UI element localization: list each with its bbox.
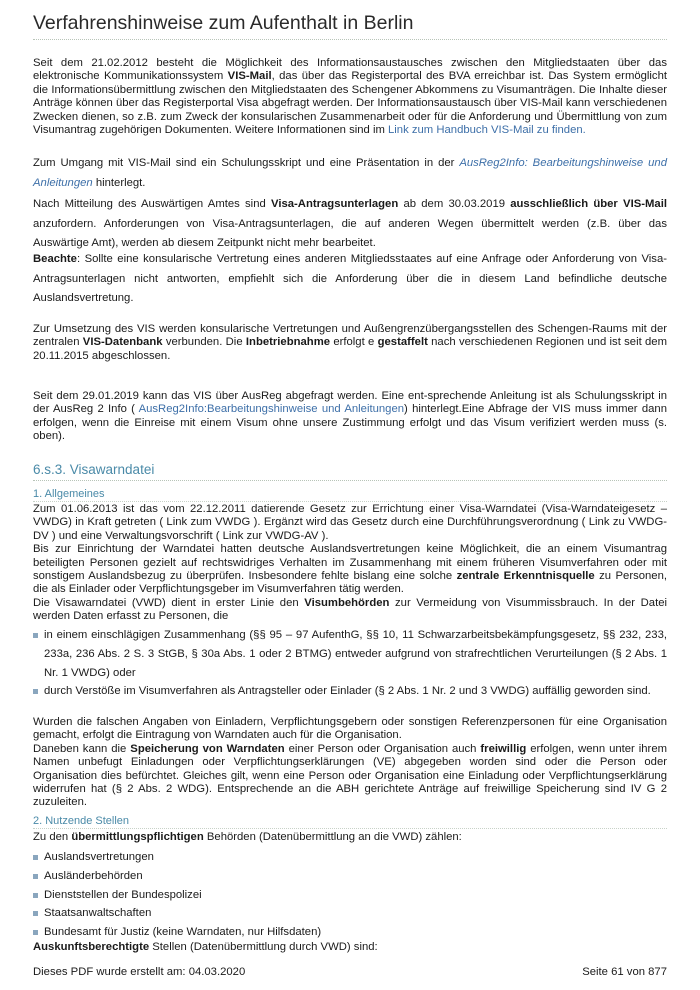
bullet-icon	[33, 893, 38, 898]
paragraph-warndatei: Zum 01.06.2013 ist das vom 22.12.2011 datierende Gesetz zur Errichtung einer Visa-Warndatei (Visa-Warndateigesetz – VWDG) in Kraft getreten ( Link zum VWDG ). Ergänzt wird das Gesetz durch eine Durchführungsverordnung ( Link zu VWDG-DV ) und eine Verwaltungsvorschrift ( Link zur VWDG-AV ). Bis zur Einrichtung der Warndatei hatten deutsche Auslandsvertretungen keine Möglichkeit, die an einem Visumantrag beteiligten Personen gezielt auf rechtswidriges Verhalten im Zusammenhang mit einem früheren Visumverfahren oder mit sonstigem Auslandsbezug zu überprüfen. Insbesondere fehlte bislang eine solche zentrale Erkenntnisquelle zu Personen, die als Einlader oder Verpflichtungsgeber im Visumverfahren tätig werden. Die Visawarndatei (VWD) dient in erster Linie den Visumbehörden zur Vermeidung von Visummissbrauch. In der Datei werden Daten erfasst zu Personen, die	[33, 503, 667, 623]
page-footer	[33, 966, 667, 978]
paragraph-authorized: Auskunftsberechtigte Stellen (Datenübermittlung durch VWD) sind:	[33, 941, 378, 953]
paragraph-obligated: Zu den übermittlungspflichtigen Behörden (Datenübermittlung an die VWD) zählen:	[33, 831, 462, 843]
bullet-icon	[33, 874, 38, 879]
criteria-list	[33, 626, 667, 701]
bullet-icon	[33, 855, 38, 860]
list-item: Staatsanwaltschaften	[33, 904, 667, 923]
page-title: Verfahrenshinweise zum Aufenthalt in Berlin	[33, 12, 667, 40]
paragraph-note: Beachte: Sollte eine konsularische Vertretung eines anderen Mitgliedsstaates auf eine Anfrage oder Anforderung von Visa-Antragsunterlagen nicht antworten, empfiehlt sich die Anforderung über die in diesem Land befindliche deutsche Auslandsvertretung.	[33, 253, 667, 304]
list-item: Ausländerbehörden	[33, 867, 667, 886]
list-item: Bundesamt für Justiz (keine Warndaten, nur Hilfsdaten)	[33, 923, 667, 942]
bullet-icon	[33, 689, 38, 694]
bullet-icon	[33, 930, 38, 935]
ausreg2info-link[interactable]: AusReg2Info: Bearbeitungshinweise und Anleitungen	[33, 157, 667, 189]
page-number: Seite 61 von 877	[582, 966, 667, 978]
handbook-link[interactable]: Link zum Handbuch VIS-Mail zu finden.	[388, 124, 586, 137]
paragraph-visa-documents: Nach Mitteilung des Auswärtigen Amtes sind Visa-Antragsunterlagen ab dem 30.03.2019 ausschließlich über VIS-Mail anzufordern. Anforderungen von Visa-Antragsunterlagen, die auf anderen Wegen übermittelt werden (z.B. über das Auswärtige Amt), werden ab diesem Zeitpunkt nicht mehr bearbeitet.	[33, 198, 667, 249]
subheading-users: 2. Nutzende Stellen	[33, 815, 667, 829]
paragraph-vis-mail: Seit dem 21.02.2012 besteht die Möglichkeit des Informationsaustausches zwischen den Mitgliedstaaten über das elektronische Kommunikationssystem VIS-Mail, das über das Registerportal des BVA erreichbar ist. Das System ermöglicht die Informationsübermittlung zwischen den Mitgliedstaaten des Schengener Abkommens zu Visumanträgen. Die Inhalte dieser Anträge können über das Registerportal Visa abgefragt werden. Der Informationsaustausch über VIS-Mail kann verschiedenen Zwecken dienen, so z.B. zum Zweck der konsularischen Zusammenarbeit oder für die Anforderung und Übermittlung von zum Visumantrag zugehörigen Dokumenten. Weitere Informationen sind im Link zum Handbuch VIS-Mail zu finden.	[33, 57, 668, 137]
ausreg2info-link-2[interactable]: AusReg2Info:Bearbeitungshinweise und Anleitungen	[138, 403, 405, 416]
list-item: in einem einschlägigen Zusammenhang (§§ 95 – 97 AufenthG, §§ 10, 11 Schwarzarbeitsbekämpfungsgesetz, §§ 232, 233, 233a, 236 Abs. 2 S. 3 StGB, § 30a Abs. 1 oder 2 BTMG) entweder aufgrund von strafrechtlichen Verurteilungen (§ 2 Abs. 1 Nr. 1 VWDG) oder	[33, 626, 667, 682]
paragraph-vis-database: Zur Umsetzung des VIS werden konsularische Vertretungen und Außengrenzübergangsstellen des Schengen-Raums mit der zentralen VIS-Datenbank verbunden. Die Inbetriebnahme erfolgt e gestaffelt nach verschiedenen Regionen und ist seit dem 20.11.2015 abgeschlossen.	[33, 323, 667, 362]
section-heading: 6.s.3. Visawarndatei	[33, 462, 667, 481]
list-item: Auslandsvertretungen	[33, 848, 667, 867]
paragraph-training: Zum Umgang mit VIS-Mail sind ein Schulungsskript und eine Präsentation in der AusReg2Info: Bearbeitungshinweise und Anleitungen hinterlegt.	[33, 157, 667, 189]
list-item: Dienststellen der Bundespolizei	[33, 886, 667, 905]
bullet-icon	[33, 633, 38, 638]
creation-date: Dieses PDF wurde erstellt am: 04.03.2020	[33, 966, 246, 978]
paragraph-vis-ausreg: Seit dem 29.01.2019 kann das VIS über AusReg abgefragt werden. Eine ent-sprechende Anleitung ist als Schulungsskript in der AusReg 2 Info ( AusReg2Info:Bearbeitungshinweise und Anleitungen) hinterlegt.Eine Abfrage der VIS muss immer dann erfolgen, wenn die Einreise mit einem Visum ohne unsere Zustimmung erfolgt und das Visum verifiziert werden muss (s. oben).	[33, 390, 667, 443]
authorities-list	[33, 848, 667, 942]
subheading-general: 1. Allgemeines	[33, 488, 667, 502]
list-item: durch Verstöße im Visumverfahren als Antragsteller oder Einlader (§ 2 Abs. 1 Nr. 2 und 3 VWDG) auffällig geworden sind.	[33, 682, 667, 701]
bullet-icon	[33, 911, 38, 916]
paragraph-storage: Wurden die falschen Angaben von Einladern, Verpflichtungsgebern oder sonstigen Referenzpersonen für eine Organisation gemacht, erfolgt die Eintragung von Warndaten auch für die Organisation. Daneben kann die Speicherung von Warndaten einer Person oder Organisation auch freiwillig erfolgen, wenn unter ihrem Namen unbefugt Einladungen oder Verpflichtungserklärungen (VE) abgegeben worden sind oder die Person oder Organisation dies befürchtet. Gleiches gilt, wenn eine Person oder Organisation eine Einladung oder Verpflichtungserklärung widerrufen hat (§ 2 Abs. 2 WDG). Entsprechende an die ABH gerichtete Anträge auf freiwillige Speicherung sind IV G 2 zuzuleiten.	[33, 716, 668, 809]
